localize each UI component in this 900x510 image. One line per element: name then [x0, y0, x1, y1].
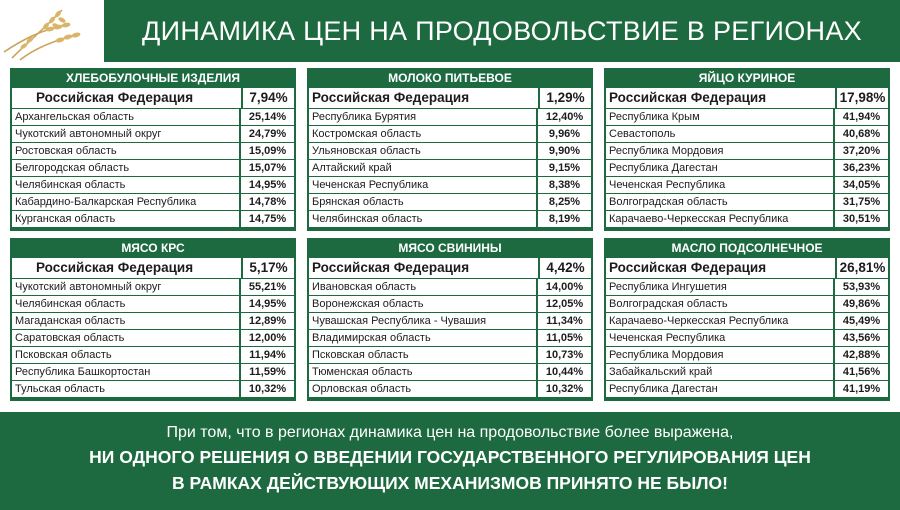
- region-value: 8,25%: [536, 194, 591, 210]
- table-row: [12, 160, 294, 176]
- region-name: Республика Крым: [609, 111, 700, 123]
- table-row: [606, 160, 888, 176]
- region-value: 40,68%: [833, 126, 888, 142]
- table-row: [12, 177, 294, 193]
- region-name: Владимирская область: [312, 332, 431, 344]
- table-row: [12, 194, 294, 210]
- panel-title: ЯЙЦО КУРИНОЕ: [698, 71, 796, 85]
- region-name: Челябинская область: [312, 213, 423, 225]
- footer-line-1: При том, что в регионах динамика цен на продовольствие более выражена,: [166, 424, 734, 441]
- region-name: Псковская область: [312, 349, 409, 361]
- region-name: Чукотский автономный округ: [15, 281, 162, 293]
- table-row: [606, 109, 888, 125]
- table-row: [309, 109, 591, 125]
- region-value: 8,38%: [536, 177, 591, 193]
- region-name: Ростовская область: [15, 145, 117, 157]
- region-name: Чувашская Республика - Чувашия: [312, 315, 487, 327]
- region-name: Кабардино-Балкарская Республика: [15, 196, 197, 208]
- region-value: 14,78%: [239, 194, 294, 210]
- rf-value: 4,42%: [538, 258, 591, 278]
- table-row: [309, 177, 591, 193]
- table-row: [12, 143, 294, 159]
- region-name: Севастополь: [609, 128, 676, 140]
- rf-name: Российская Федерация: [36, 90, 194, 105]
- panel-sunflower-oil: [604, 238, 890, 401]
- region-name: Чеченская Республика: [609, 332, 726, 344]
- table-row: [12, 347, 294, 363]
- table-row: [12, 313, 294, 329]
- region-value: 9,90%: [536, 143, 591, 159]
- rf-row: [606, 258, 888, 278]
- rf-row: [12, 88, 294, 108]
- region-name: Ивановская область: [312, 281, 417, 293]
- region-name: Республика Дагестан: [609, 383, 718, 395]
- table-row: [309, 279, 591, 295]
- table-row: [12, 211, 294, 227]
- table-row: [606, 194, 888, 210]
- region-value: 12,40%: [536, 109, 591, 125]
- table-row: [309, 126, 591, 142]
- region-name: Ульяновская область: [312, 145, 421, 157]
- rf-value: 7,94%: [241, 88, 294, 108]
- table-row: [606, 347, 888, 363]
- region-name: Чеченская Республика: [609, 179, 726, 191]
- table-row: [309, 211, 591, 227]
- table-row: [606, 364, 888, 380]
- table-row: [309, 194, 591, 210]
- panel-title: МОЛОКО ПИТЬЕВОЕ: [388, 71, 512, 85]
- region-name: Чукотский автономный округ: [15, 128, 162, 140]
- region-name: Волгоградская область: [609, 298, 728, 310]
- region-value: 12,00%: [239, 330, 294, 346]
- region-value: 10,32%: [536, 381, 591, 397]
- panel-title: ХЛЕБОБУЛОЧНЫЕ ИЗДЕЛИЯ: [65, 71, 241, 85]
- region-value: 36,23%: [833, 160, 888, 176]
- rf-row: [606, 88, 888, 108]
- region-name: Курганская область: [15, 213, 116, 225]
- region-value: 10,73%: [536, 347, 591, 363]
- table-row: [309, 347, 591, 363]
- panel-milk: [307, 68, 593, 231]
- footer-line-2: НИ ОДНОГО РЕШЕНИЯ О ВВЕДЕНИИ ГОСУДАРСТВЕННОГО РЕГУЛИРОВАНИЯ ЦЕН: [89, 447, 811, 467]
- region-value: 34,05%: [833, 177, 888, 193]
- rf-name: Российская Федерация: [36, 260, 194, 275]
- region-value: 45,49%: [833, 313, 888, 329]
- wheat-logo: [0, 0, 98, 62]
- region-name: Чеченская Республика: [312, 179, 429, 191]
- region-name: Забайкальский край: [609, 366, 713, 378]
- region-name: Волгоградская область: [609, 196, 728, 208]
- panel-beef: [10, 238, 296, 401]
- region-name: Тульская область: [15, 383, 105, 395]
- rf-value: 5,17%: [241, 258, 294, 278]
- table-row: [606, 177, 888, 193]
- panel-title: МАСЛО ПОДСОЛНЕЧНОЕ: [671, 241, 823, 255]
- region-name: Челябинская область: [15, 179, 126, 191]
- region-value: 12,05%: [536, 296, 591, 312]
- table-row: [309, 364, 591, 380]
- region-name: Тюменская область: [312, 366, 413, 378]
- region-value: 14,95%: [239, 296, 294, 312]
- region-name: Челябинская область: [15, 298, 126, 310]
- table-row: [12, 296, 294, 312]
- table-row: [606, 330, 888, 346]
- rf-name: Российская Федерация: [312, 260, 470, 275]
- region-value: 11,34%: [536, 313, 591, 329]
- region-name: Псковская область: [15, 349, 112, 361]
- rf-name: Российская Федерация: [312, 90, 470, 105]
- region-value: 53,93%: [833, 279, 888, 295]
- region-value: 10,44%: [536, 364, 591, 380]
- panel-bakery: [10, 68, 296, 231]
- header: [0, 0, 900, 62]
- footer-line-3: В РАМКАХ ДЕЙСТВУЮЩИХ МЕХАНИЗМОВ ПРИНЯТО НЕ БЫЛО!: [172, 473, 728, 493]
- rf-name: Российская Федерация: [609, 260, 767, 275]
- panel-title: МЯСО КРС: [121, 241, 185, 255]
- table-row: [12, 279, 294, 295]
- region-name: Саратовская область: [15, 332, 125, 344]
- region-value: 49,86%: [833, 296, 888, 312]
- table-row: [606, 279, 888, 295]
- rf-row: [309, 258, 591, 278]
- region-name: Карачаево-Черкесская Республика: [609, 213, 789, 225]
- region-name: Архангельская область: [15, 111, 134, 123]
- rf-name: Российская Федерация: [609, 90, 767, 105]
- region-value: 24,79%: [239, 126, 294, 142]
- region-name: Республика Башкортостан: [15, 366, 151, 378]
- region-value: 41,19%: [833, 381, 888, 397]
- region-name: Брянская область: [312, 196, 404, 208]
- table-row: [309, 381, 591, 397]
- table-row: [309, 143, 591, 159]
- page-title: ДИНАМИКА ЦЕН НА ПРОДОВОЛЬСТВИЕ В РЕГИОНАХ: [142, 16, 862, 46]
- region-name: Республика Мордовия: [609, 349, 724, 361]
- table-row: [12, 109, 294, 125]
- region-value: 10,32%: [239, 381, 294, 397]
- region-name: Республика Ингушетия: [609, 281, 727, 293]
- region-value: 15,07%: [239, 160, 294, 176]
- region-value: 9,96%: [536, 126, 591, 142]
- region-name: Республика Бурятия: [312, 111, 417, 123]
- region-value: 25,14%: [239, 109, 294, 125]
- table-row: [606, 313, 888, 329]
- table-row: [309, 313, 591, 329]
- region-value: 15,09%: [239, 143, 294, 159]
- region-value: 11,05%: [536, 330, 591, 346]
- table-row: [606, 296, 888, 312]
- table-row: [12, 330, 294, 346]
- table-row: [309, 160, 591, 176]
- table-row: [606, 381, 888, 397]
- region-value: 41,56%: [833, 364, 888, 380]
- region-value: 30,51%: [833, 211, 888, 227]
- footer-banner: [0, 412, 900, 510]
- rf-value: 17,98%: [835, 88, 888, 108]
- region-value: 9,15%: [536, 160, 591, 176]
- rf-row: [309, 88, 591, 108]
- panel-pork: [307, 238, 593, 401]
- table-row: [12, 126, 294, 142]
- table-row: [12, 364, 294, 380]
- rf-value: 26,81%: [835, 258, 888, 278]
- region-value: 55,21%: [239, 279, 294, 295]
- region-value: 14,95%: [239, 177, 294, 193]
- region-name: Магаданская область: [15, 315, 126, 327]
- region-value: 14,75%: [239, 211, 294, 227]
- table-row: [606, 143, 888, 159]
- table-row: [606, 211, 888, 227]
- region-value: 31,75%: [833, 194, 888, 210]
- region-name: Воронежская область: [312, 298, 424, 310]
- region-name: Карачаево-Черкесская Республика: [609, 315, 789, 327]
- region-value: 12,89%: [239, 313, 294, 329]
- region-value: 11,59%: [239, 364, 294, 380]
- rf-value: 1,29%: [538, 88, 591, 108]
- region-name: Костромская область: [312, 128, 422, 140]
- title-bar: [104, 0, 900, 62]
- region-name: Белгородская область: [15, 162, 130, 174]
- region-name: Орловская область: [312, 383, 412, 395]
- table-row: [309, 330, 591, 346]
- wheat-icon: [0, 0, 98, 62]
- region-value: 37,20%: [833, 143, 888, 159]
- panel-eggs: [604, 68, 890, 231]
- region-value: 14,00%: [536, 279, 591, 295]
- region-value: 11,94%: [239, 347, 294, 363]
- region-value: 43,56%: [833, 330, 888, 346]
- table-row: [309, 296, 591, 312]
- region-name: Алтайский край: [312, 162, 392, 174]
- rf-row: [12, 258, 294, 278]
- table-row: [12, 381, 294, 397]
- panel-title: МЯСО СВИНИНЫ: [398, 241, 502, 255]
- region-name: Республика Мордовия: [609, 145, 724, 157]
- region-value: 42,88%: [833, 347, 888, 363]
- table-row: [606, 126, 888, 142]
- region-name: Республика Дагестан: [609, 162, 718, 174]
- region-value: 41,94%: [833, 109, 888, 125]
- region-value: 8,19%: [536, 211, 591, 227]
